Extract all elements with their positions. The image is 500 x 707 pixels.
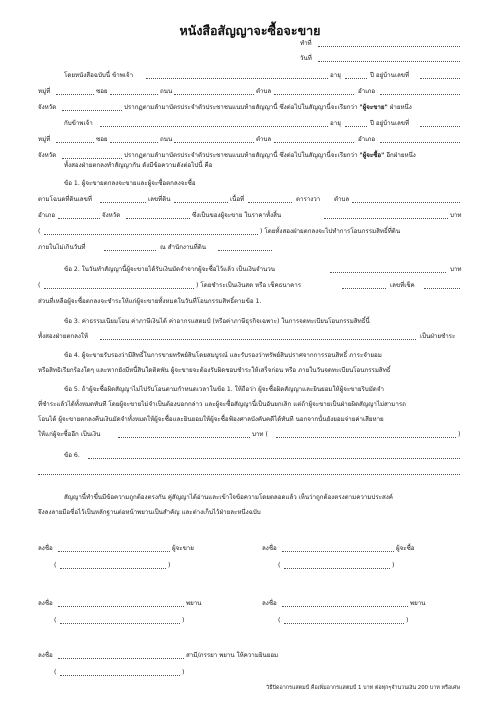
age-label-2: อายุ (330, 120, 341, 127)
seller-road-field[interactable] (174, 94, 254, 95)
soi-label: ซอย (96, 88, 108, 95)
clause1-line1: ข้อ 1. ผู้จะขายตกลงจะขายและผู้จะซื้อตกลงจะซื้อ (64, 180, 196, 187)
deposit-field[interactable] (330, 272, 446, 273)
tambon-label: ตำบล (256, 88, 272, 95)
transfer-text: ) โดยทั้งสองฝ่ายตกลงจะไปทำการโอนกรรมสิทธิ์ที่ดิน (260, 228, 401, 235)
contract-page: หนังสือสัญญาจะซื้อจะขาย ทำที่ วันที่ โดยหนังสือฉบับนี้ ข้าพเจ้า อายุ ปี อยู่บ้านเลขที่ หมู่ที่ ซอย ถนน ตำบล อำเภอ จังหวัด ปรากฏตามลำมาบัตรประจำตัวประชาชนแนบท้ายสัญญานี้ ซึ่งต่อไปในสัญญานี้จะเรียกว่า "ผู้จะขาย" ฝ่ายหนึ่ง กับข้าพเจ้า อายุ ปี อยู่บ้านเลขที่ หมู่ที่ ซอย ถนน ตำบล อำเภอ จังหวัด ปรากฏตามลำมาบัตรประจำตัวประชาชนแนบท้ายสัญญานี้ ซึ่งต่อไปในสัญญานี้จะเรียกว่า "ผู้จะซื้อ" อีกฝ่ายหนึ่ง ทั้งสองฝ่ายตกลงทำสัญญากัน ดังมีข้อความดังต่อไปนี้ คือ ข้อ 1. ผู้จะขายตกลงจะขายและผู้จะซื้อตกลงจะซื้อ ตามโฉนดที่ดินเลขที่ เลขที่ดิน เนื้อที่ ตารางวา ตำบล อำเภอ จังหวัด ซึ่งเป็นของผู้จะขาย ในราคาทั้งสิ้น บาท ( ) โดยทั้งสองฝ่ายตกลงจะไปทำการโอนกรรมสิทธิ์ที่ดิน ภายในไม่เกินวันที่ ณ สำนักงานที่ดิน ข้อ 2. ในวันทำสัญญานี้ผู้จะขายได้รับเงินมัดจำจากผู้จะซื้อไว้แล้ว เป็นเงินจำนวน บาท ( ) โดยชำระเป็นเงินสด หรือ เช็คธนาคาร เลขที่เช็ค ส่วนที่เหลือผู้จะซื้อตกลงจะชำระให้แก่ผู้จะขายทั้งหมดในวันที่โอนกรรมสิทธิ์ตามข้อ 1. ข้อ 3. ค่าธรรมเนียมโอน ค่าภาษีเงินได้ ค่าอากรแสตมป์ (หรือค่าภาษีธุรกิจเฉพาะ) ในการจดทะเบียนโอนกรรมสิทธิ์นี้ ทั้งสองฝ่ายตกลงให้ เป็นฝ่ายชำระ ข้อ 4. ผู้จะขายรับรองว่ามีสิทธิ์ในการขายทรัพย์สินโดยสมบูรณ์ และรับรองว่าทรัพย์สินปราศจากการรอนสิทธิ์ ภาระจำยอม หรือสิทธิเรียกร้องใดๆ และหากยังมีหนี้สินใดติดพัน ผู้จะขายจะต้องรับผิดชอบชำระให้เสร็จก่อน หรือ ภายในวันจดทะเบียนโอนกรรมสิทธิ์ ข้อ 5. ถ้าผู้จะซื้อผิดสัญญาไม่ไปรับโอนตามกำหนดเวลาในข้อ 1. ให้ถือว่า ผู้จะซื้อผิดสัญญาและยินยอมให้ผู้จะขายริบมัดจำ ที่ชำระแล้วได้ทั้งหมดทันที โดยผู้จะขายไม่จำเป็นต้องบอกกล่าว และผู้จะซื้อสัญญานี้เป็นอันยกเลิก แต่ถ้าผู้จะขายเป็นฝ่ายผิดสัญญาไม่สามารถ โอนได้ ผู้จะขายตกลงคืนเงินมัดจำทั้งหมดให้ผู้จะซื้อและยินยอมให้ผู้จะซื้อฟ้องศาลบังคับคดีได้ทันที นอกจากนั้นยังยอมจ่ายค่าเสียหาย ให้แก่ผู้จะซื้ออีก เป็นเงิน บาท ( ) ข้อ 6. สัญญานี้ทำขึ้นมีข้อความถูกต้องตรงกัน คู่สัญญาได้อ่านและเข้าใจข้อความโดยตลอดแล้ว เห็นว่าถูกต้องตรงตามความประสงค์ จึงลงลายมือชื่อไว้เป็นหลักฐานต่อหน้าพยานเป็นสำคัญ และต่างเก็บไว้ฝ่ายละหนึ่งฉบับ ลงชื่อ ผู้จะขาย ( ) ลงชื่อ ผู้จะซื้อ ( ) ลงชื่อ พยาน ( ) ลงชื่อ พยาน ( ) ลงชื่อ สามี/ภรรยา พยาน ให้ความยินยอม ( ) วิธีปิดอากรแสตมป์ คือเพิ่มอากรแสตมป์ 1 บาท ต่อทุกๆจำนวนเงิน 200 บาท หรือเศษ (0, 0, 500, 707)
deposit-baht-label: บาท (450, 266, 462, 273)
witness1-print-name-field[interactable] (60, 623, 180, 624)
stamp-duty-note: วิธีปิดอากรแสตมป์ คือเพิ่มอากรแสตมป์ 1 บาท ต่อทุกๆจำนวนเงิน 200 บาท หรือเศษ (266, 685, 460, 691)
agree-text: ทั้งสองฝ่ายตกลงทำสัญญากัน ดังมีข้อความดังต่อไปนี้ คือ (64, 162, 213, 169)
baht-label: บาท (450, 212, 462, 219)
land-office-field[interactable] (218, 250, 272, 251)
sign-label-buyer: ลงชื่อ (262, 545, 277, 552)
sqwa-label: ตารางวา (296, 196, 321, 203)
province-label-2: จังหวัด (38, 152, 57, 159)
date-field[interactable] (318, 61, 460, 62)
address-label-2: ปี อยู่บ้านเลขที่ (370, 120, 410, 127)
road-label: ถนน (160, 88, 173, 95)
price-field[interactable] (324, 218, 448, 219)
clause6-field-1[interactable] (88, 458, 460, 459)
buyer-print-name-field[interactable] (284, 568, 390, 569)
cheque-label: เลขที่เช็ค (390, 282, 415, 289)
moo-label: หมู่ที่ (38, 88, 51, 95)
owner-text: ซึ่งเป็นของผู้จะขาย ในราคาทั้งสิ้น (192, 212, 282, 219)
c1-tambon-label: ตำบล (334, 196, 350, 203)
c1-province-label: จังหวัด (102, 212, 121, 219)
witness2-signature-field[interactable] (282, 606, 408, 607)
clause5-line4a: ให้แก่ผู้จะซื้ออีก เป็นเงิน (38, 431, 101, 438)
office-label: ณ สำนักงานที่ดิน (160, 244, 206, 251)
seller-soi-field[interactable] (110, 94, 158, 95)
c1-tambon-field[interactable] (352, 202, 460, 203)
land-no-field[interactable] (174, 202, 228, 203)
buyer-soi-field[interactable] (110, 142, 158, 143)
province-label: จังหวัด (38, 104, 57, 111)
clause6-field-2[interactable] (38, 474, 460, 475)
sign-label-witness2: ลงชื่อ (262, 600, 277, 607)
transfer-date-field[interactable] (104, 250, 156, 251)
bank-field[interactable] (342, 288, 386, 289)
clause5-line2: ที่ชำระแล้วได้ทั้งหมดทันที โดยผู้จะขายไม่จำเป็นต้องบอกกล่าว และผู้จะซื้อสัญญานี้เป็นอันยกเลิก แต่ถ้าผู้จะขายเป็นฝ่ายผิดสัญญาไม่สามารถ (38, 401, 406, 408)
buyer-age-field[interactable] (345, 126, 367, 127)
road-label-2: ถนน (160, 136, 173, 143)
seller-tambon-field[interactable] (274, 94, 354, 95)
damages-words-field[interactable] (276, 437, 456, 438)
sign-label-witness1: ลงชื่อ (38, 600, 53, 607)
clause4-line2: หรือสิทธิเรียกร้องใดๆ และหากยังมีหนี้สินใดติดพัน ผู้จะขายจะต้องรับผิดชอบชำระให้เสร็จก่อน หรือ ภายในวันจดทะเบียนโอนกรรมสิทธิ์ (38, 367, 391, 374)
amphoe-label-2: อำเภอ (358, 136, 376, 143)
made-at-label: ทำที่ (300, 40, 312, 47)
witness2-print-name-field[interactable] (284, 623, 404, 624)
clause5-line1: ข้อ 5. ถ้าผู้จะซื้อผิดสัญญาไม่ไปรับโอนตามกำหนดเวลาในข้อ 1. ให้ถือว่า ผู้จะซื้อผิดสัญญาและยินยอมให้ผู้จะขายริบมัดจำ (64, 386, 384, 393)
clause3-line2b: เป็นฝ่ายชำระ (420, 333, 456, 340)
buyer-signature-field[interactable] (282, 551, 394, 552)
clause6-label: ข้อ 6. (64, 452, 80, 459)
buyer-road-field[interactable] (174, 142, 254, 143)
buyer-amphoe-field[interactable] (380, 142, 460, 143)
buyer-address-field[interactable] (420, 126, 460, 127)
buyer-province-field[interactable] (62, 158, 122, 159)
buyer-tambon-field[interactable] (274, 142, 354, 143)
c1-amphoe-field[interactable] (58, 218, 100, 219)
address-label: ปี อยู่บ้านเลขที่ (370, 72, 410, 79)
clause2-rest: ส่วนที่เหลือผู้จะซื้อตกลงจะชำระให้แก่ผู้จะขายทั้งหมดในวันที่โอนกรรมสิทธิ์ตามข้อ 1. (38, 298, 262, 305)
seller-amphoe-field[interactable] (380, 94, 460, 95)
clause2-line1: ข้อ 2. ในวันทำสัญญานี้ผู้จะขายได้รับเงินมัดจำจากผู้จะซื้อไว้แล้ว เป็นเงินจำนวน (64, 266, 275, 273)
seller-age-field[interactable] (345, 78, 367, 79)
sign-label-spouse: ลงชื่อ (38, 652, 53, 659)
soi-label-2: ซอย (96, 136, 108, 143)
with-me-label: กับข้าพเจ้า (64, 120, 93, 127)
closing-line1: สัญญานี้ทำขึ้นมีข้อความถูกต้องตรงกัน คู่สัญญาได้อ่านและเข้าใจข้อความโดยตลอดแล้ว เห็นว่าถูกต้องตรงตามความประสงค์ (64, 494, 393, 501)
within-label: ภายในไม่เกินวันที่ (38, 244, 86, 251)
made-at-field[interactable] (318, 46, 460, 47)
payment-text: ) โดยชำระเป็นเงินสด หรือ เช็คธนาคาร (196, 282, 302, 289)
seller-moo-field[interactable] (56, 94, 94, 95)
deposit-words-field[interactable] (44, 288, 194, 289)
area-label: เนื้อที่ (230, 196, 245, 203)
buyer-role-label: ผู้จะซื้อ (396, 545, 415, 552)
witness2-role-label: พยาน (410, 600, 426, 607)
seller-role-label: ผู้จะขาย (172, 545, 194, 552)
area-field[interactable] (248, 202, 292, 203)
land-no-label: เลขที่ดิน (148, 196, 171, 203)
moo-label-2: หมู่ที่ (38, 136, 51, 143)
buyer-moo-field[interactable] (56, 142, 94, 143)
deed-no-field[interactable] (100, 202, 146, 203)
damages-field[interactable] (118, 437, 250, 438)
seller-province-field[interactable] (62, 110, 122, 111)
document-title: หนังสือสัญญาจะซื้อจะขาย (179, 23, 321, 38)
seller-address-field[interactable] (420, 78, 460, 79)
buyer-name-field[interactable] (100, 126, 328, 127)
spouse-role-label: สามี/ภรรยา พยาน ให้ความยินยอม (186, 652, 279, 659)
spouse-print-name-field[interactable] (60, 675, 180, 676)
amphoe-label: อำเภอ (358, 88, 376, 95)
witness1-signature-field[interactable] (58, 606, 184, 607)
closing-line2: จึงลงลายมือชื่อไว้เป็นหลักฐานต่อหน้าพยานเป็นสำคัญ และต่างเก็บไว้ฝ่ายละหนึ่งฉบับ (38, 509, 261, 516)
spouse-signature-field[interactable] (58, 658, 184, 659)
clause4-line1: ข้อ 4. ผู้จะขายรับรองว่ามีสิทธิ์ในการขายทรัพย์สินโดยสมบูรณ์ และรับรองว่าทรัพย์สินปราศจากการรอนสิทธิ์ ภาระจำยอม (64, 352, 382, 359)
date-label: วันที่ (300, 55, 312, 62)
intro-text: โดยหนังสือฉบับนี้ ข้าพเจ้า (64, 72, 134, 79)
tambon-label-2: ตำบล (256, 136, 272, 143)
clause3-line2a: ทั้งสองฝ่ายตกลงให้ (38, 333, 89, 340)
seller-clause: ปรากฏตามลำมาบัตรประจำตัวประชาชนแนบท้ายสัญญานี้ ซึ่งต่อไปในสัญญานี้จะเรียกว่า "ผู้จะขาย" ฝ่ายหนึ่ง (124, 104, 412, 111)
fee-payer-field[interactable] (100, 339, 416, 340)
clause5-line3: โอนได้ ผู้จะขายตกลงคืนเงินมัดจำทั้งหมดให้ผู้จะซื้อและยินยอมให้ผู้จะซื้อฟ้องศาลบังคับคดีได้ทันที นอกจากนั้นยังยอมจ่ายค่าเสียหาย (38, 416, 384, 423)
age-label: อายุ (330, 72, 341, 79)
clause5-line4b: บาท ( (252, 431, 268, 438)
seller-name-field[interactable] (146, 78, 328, 79)
seller-signature-field[interactable] (58, 551, 170, 552)
deed-label: ตามโฉนดที่ดินเลขที่ (38, 196, 92, 203)
c1-province-field[interactable] (126, 218, 190, 219)
clause3-line1: ข้อ 3. ค่าธรรมเนียมโอน ค่าภาษีเงินได้ ค่าอากรแสตมป์ (หรือค่าภาษีธุรกิจเฉพาะ) ในการจดทะเบียนโอนกรรมสิทธิ์นี้ (64, 318, 370, 325)
cheque-no-field[interactable] (424, 288, 460, 289)
buyer-clause: ปรากฏตามลำมาบัตรประจำตัวประชาชนแนบท้ายสัญญานี้ ซึ่งต่อไปในสัญญานี้จะเรียกว่า "ผู้จะซื้อ" อีกฝ่ายหนึ่ง (124, 152, 416, 159)
witness1-role-label: พยาน (186, 600, 202, 607)
sign-label-seller: ลงชื่อ (38, 545, 53, 552)
c1-amphoe-label: อำเภอ (38, 212, 56, 219)
price-words-field[interactable] (44, 234, 258, 235)
seller-print-name-field[interactable] (60, 568, 166, 569)
